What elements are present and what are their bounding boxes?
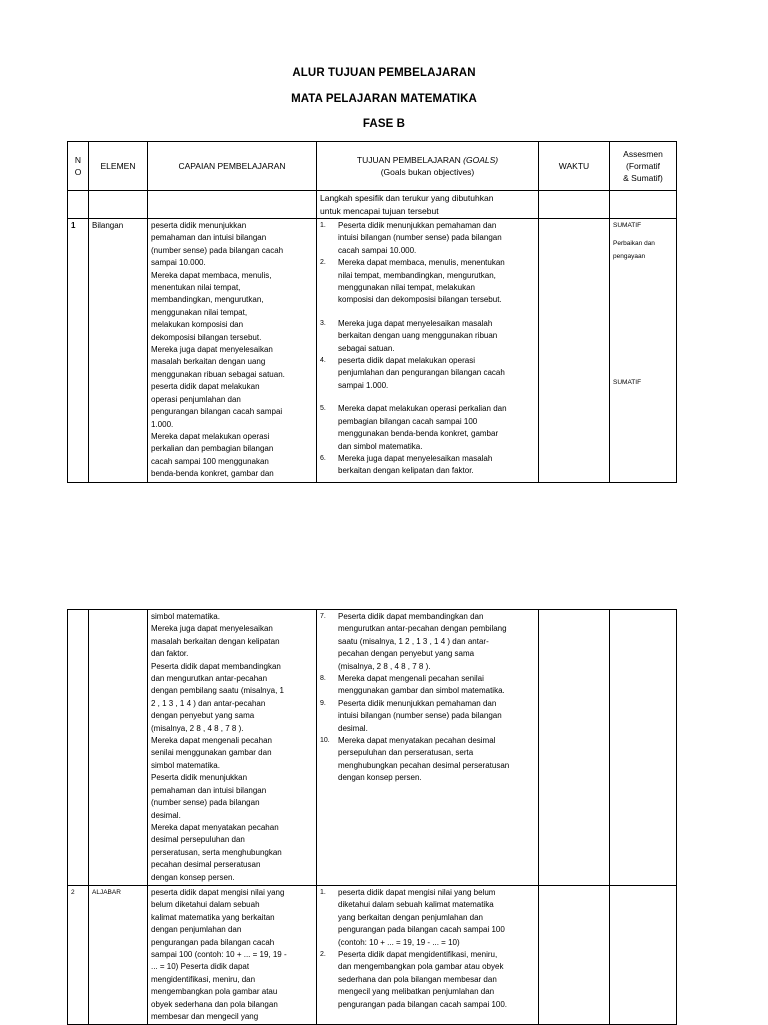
spacer (320, 307, 535, 318)
goal-item: 1. peserta didik dapat mengisi nilai yang belum diketahui dalam sebuah kalimat matematika yang berkaitan dengan penjumlahan dan pengurangan pada bilangan cacah sampai 100 (contoh: 10 + ... = 19, 19 - ... = 10) (320, 887, 505, 947)
assesmen-sumatif-2: SUMATIF (613, 379, 642, 387)
goal-item: 5. Mereka dapat melakukan operasi perkalian dan pembagian bilangan cacah sampai 100 menggunakan benda-benda konkret, gambar dan simbol matematika. (320, 404, 507, 451)
goal-item: 4. peserta didik dapat melakukan operasi penjumlahan dan pengurangan bilangan cacah sampai 1.000. (320, 356, 505, 390)
header-tujuan-sub: (Goals bukan objectives) (380, 167, 475, 177)
row-capaian: simbol matematika. Mereka juga dapat menyelesaikan masalah berkaitan dengan kelipatan dan faktor. Peserta didik dapat membandingkan dan mengurutkan antar-pecahan dengan pembilang saatu (misalnya, 1 2 , 1 3 , 1 4 ) dan antar-pecahan dengan penyebut yang sama (misalnya, 2 8 , 4 8 , 7 8 ). Mereka dapat mengenali pecahan senilai menggunakan gambar dan simbol matematika. Peserta didik menunjukkan pemahaman dan intuisi bilangan (number sense) pada bilangan desimal. Mereka dapat menyatakan pecahan desimal persepuluhan dan perseratusan, serta menghubungkan pecahan desimal perseratusan dengan konsep persen. (148, 610, 317, 886)
row-number: 2 (68, 885, 89, 1024)
curriculum-table-page1 (67, 141, 677, 483)
row-assesmen (610, 219, 677, 483)
doc-subject: MATA PELAJARAN MATEMATIKA (291, 93, 477, 105)
spacer (320, 392, 535, 403)
goal-item: 2. Peserta didik dapat mengidentifikasi, meniru, dan mengembangkan pola gambar atau obyek sederhana dan pola bilangan membesar dan mengecil yang melibatkan penjumlahan dan pengurangan pada bilangan cacah sampai 100. (320, 949, 508, 1009)
goal-item: 1. Peserta didik menunjukkan pemahaman dan intuisi bilangan (number sense) pada bilangan cacah sampai 10.000. (320, 221, 502, 255)
header-tujuan (317, 142, 539, 191)
table-subheader-row (68, 191, 677, 219)
row-goals (317, 219, 539, 483)
goal-item: 6. Mereka juga dapat menyelesaikan masalah berkaitan dengan kelipatan dan faktor. (320, 453, 493, 476)
doc-title: ALUR TUJUAN PEMBELAJARAN (292, 67, 476, 79)
header-tujuan-main: TUJUAN PEMBELAJARAN (356, 155, 464, 165)
goal-item: 9. Peserta didik menunjukkan pemahaman dan intuisi bilangan (number sense) pada bilangan desimal. (320, 698, 502, 733)
table-header-row (68, 142, 677, 191)
row-capaian: peserta didik dapat mengisi nilai yang belum diketahui dalam sebuah kalimat matematika yang berkaitan dengan penjumlahan dan pengurangan pada bilangan cacah sampai 100 (contoh: 10 + ... = 19, 19 - ... = 10) Peserta didik dapat mengidentifikasi, meniru, dan mengembangkan pola gambar atau obyek sederhana dan pola bilangan membesar dan mengecil yang (148, 885, 317, 1024)
goal-item: 10. Mereka dapat menyatakan pecahan desimal persepuluhan dan perseratusan, serta menghubungkan pecahan desimal perseratusan dengan konsep persen. (320, 736, 510, 783)
row-elemen: ALJABAR (89, 885, 148, 1024)
goal-item: 8. Mereka dapat mengenali pecahan senilai menggunakan gambar dan simbol matematika. (320, 674, 505, 696)
goal-item: 2. Mereka dapat membaca, menulis, menentukan nilai tempat, membandingkan, mengurutkan, menggunakan nilai tempat, melakukan komposisi dan dekomposisi bilangan tersebut. (320, 258, 505, 305)
header-waktu: WAKTU (539, 142, 610, 191)
header-no: N O (68, 142, 89, 191)
goal-item: 7. Peserta didik dapat membandingkan dan mengurutkan antar-pecahan dengan pembilang saatu (misalnya, 1 2 , 1 3 , 1 4 ) dan antar- pecahan dengan penyebut yang sama (misalnya, 2 8 , 4 8 , 7 8 ). (320, 612, 507, 671)
curriculum-table-page2 (67, 609, 677, 1025)
table-row (68, 219, 677, 483)
assesmen-perbaikan: Perbaikan dan pengayaan (613, 240, 655, 260)
header-tujuan-desc: Langkah spesifik dan terukur yang dibutuhkan untuk mencapai tujuan tersebut (317, 191, 539, 219)
row-goals (317, 610, 539, 886)
header-tujuan-italic: (GOALS) (463, 155, 499, 165)
header-assesmen: Assesmen (Formatif & Sumatif) (610, 142, 677, 191)
header-capaian: CAPAIAN PEMBELAJARAN (148, 142, 317, 191)
row-elemen: Bilangan (89, 219, 148, 483)
header-elemen: ELEMEN (89, 142, 148, 191)
assesmen-sumatif-1: SUMATIF (613, 222, 642, 229)
table-row (68, 885, 677, 1024)
row-goals (317, 885, 539, 1024)
row-number: 1 (68, 219, 89, 483)
table-row (68, 610, 677, 886)
goal-item: 3. Mereka juga dapat menyelesaikan masalah berkaitan dengan uang menggunakan ribuan sebagai satuan. (320, 318, 498, 353)
row-waktu (539, 219, 610, 483)
doc-phase: FASE B (362, 118, 406, 130)
row-capaian: peserta didik menunjukkan pemahaman dan intuisi bilangan (number sense) pada bilangan cacah sampai 10.000. Mereka dapat membaca, menulis, menentukan nilai tempat, membandingkan, mengurutkan, menggunakan nilai tempat, melakukan komposisi dan dekomposisi bilangan tersebut. Mereka juga dapat menyelesaikan masalah berkaitan dengan uang menggunakan ribuan sebagai satuan. peserta didik dapat melakukan operasi penjumlahan dan pengurangan bilangan cacah sampai 1.000. Mereka dapat melakukan operasi perkalian dan pembagian bilangan cacah sampai 100 menggunakan benda-benda konkret, gambar dan (148, 219, 317, 483)
